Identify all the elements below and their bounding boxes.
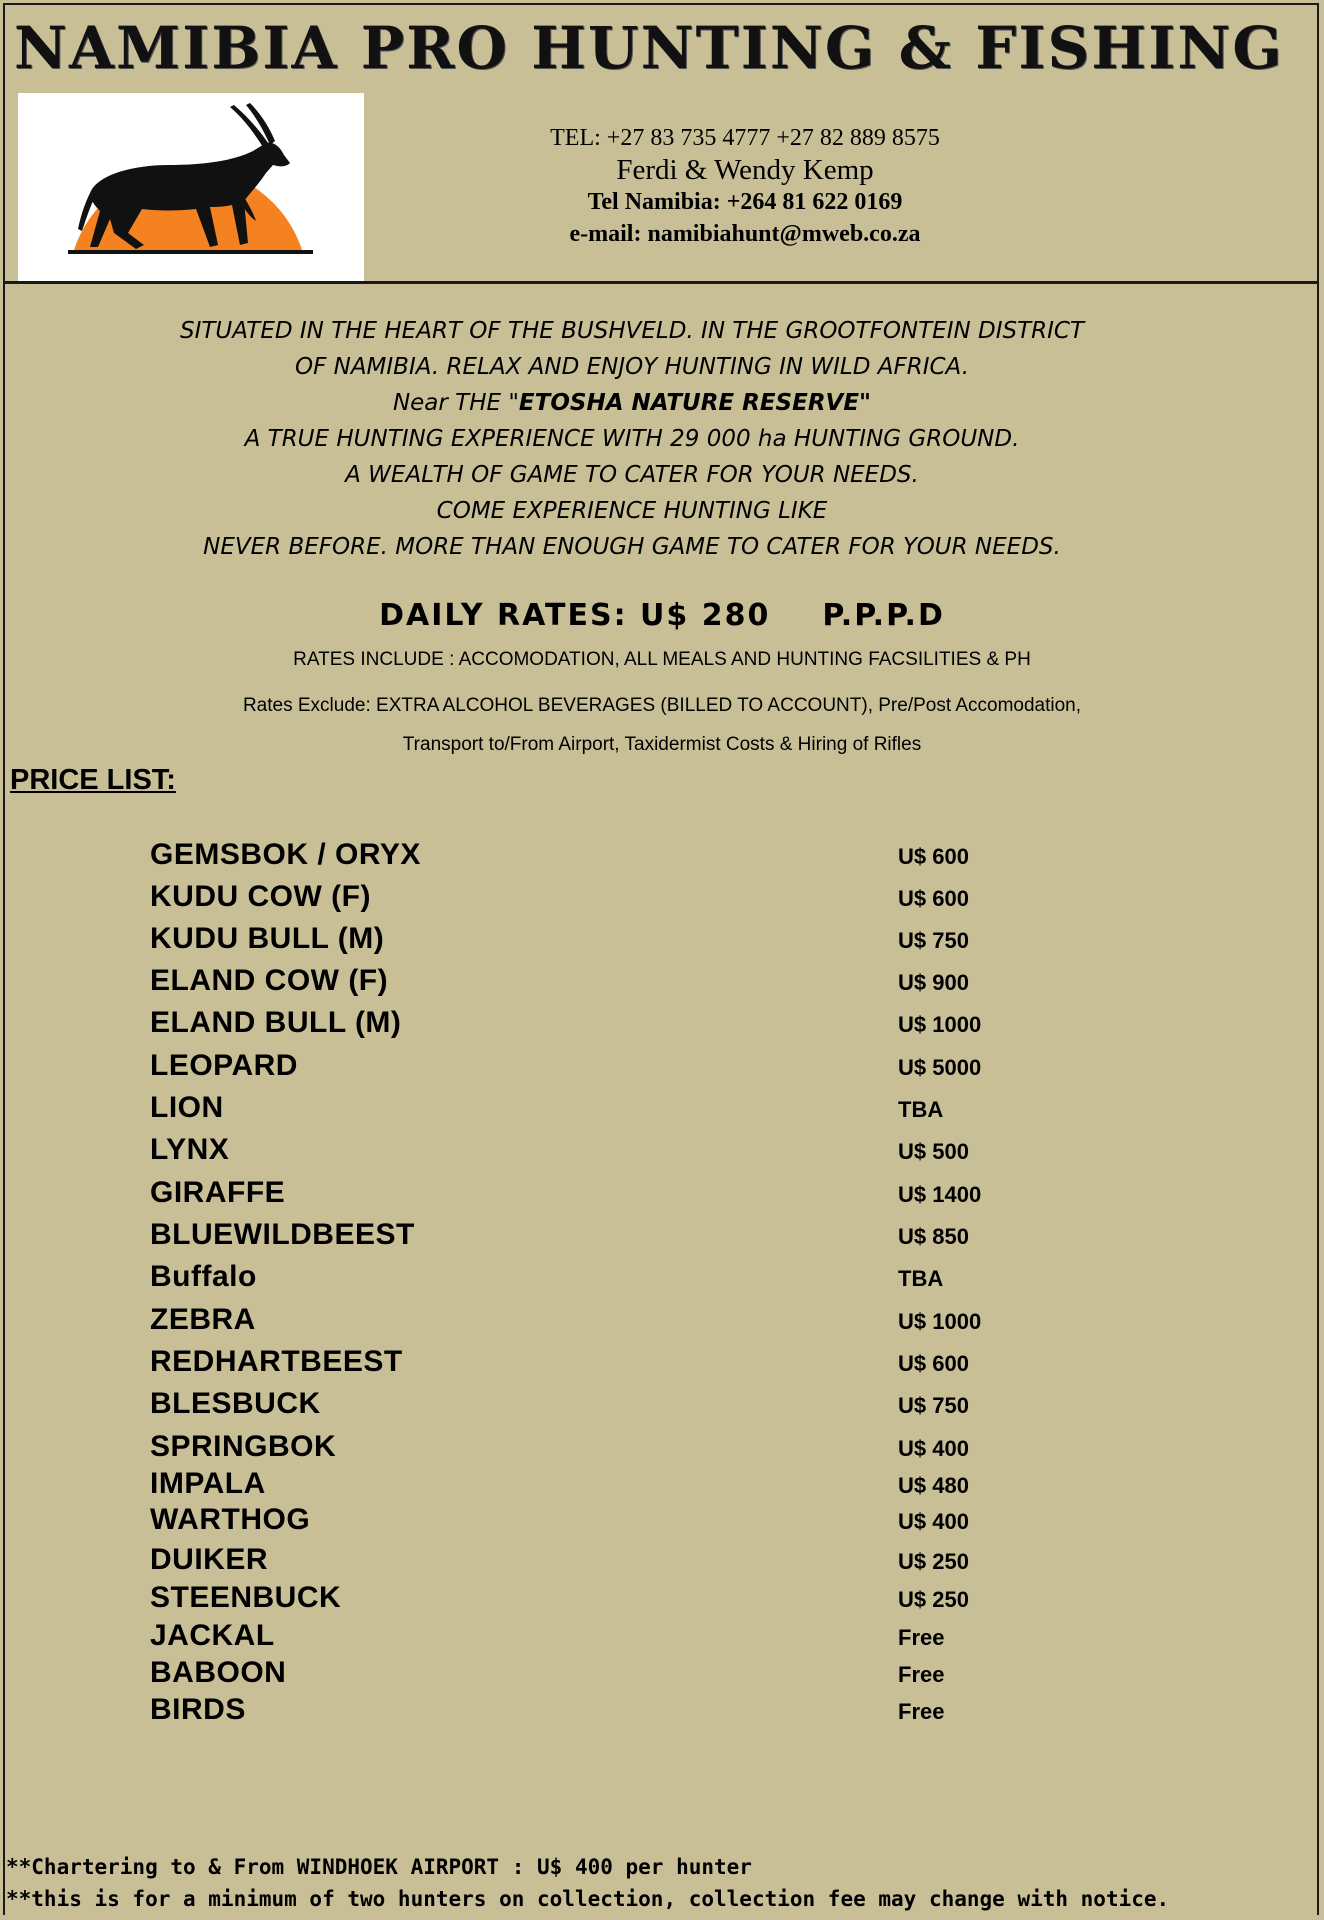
intro-line: COME EXPERIENCE HUNTING LIKE (436, 498, 828, 524)
price-row (0, 1218, 1324, 1258)
game-price: Free (898, 1699, 945, 1724)
rates-include: RATES INCLUDE : ACCOMODATION, ALL MEALS AND HUNTING FACSILITIES & PH (293, 649, 1031, 670)
price-row (0, 880, 1324, 920)
price-row (0, 964, 1324, 1004)
game-name: ZEBRA (150, 1303, 256, 1336)
daily-rate-unit: P.P.P.D (822, 598, 945, 633)
game-price: U$ 1000 (898, 1309, 982, 1334)
etosha-highlight: ETOSHA NATURE RESERVE" (518, 390, 872, 416)
price-row (0, 1430, 1324, 1470)
game-price: U$ 900 (898, 970, 969, 995)
game-price: U$ 750 (898, 1393, 969, 1418)
price-row (0, 838, 1324, 878)
price-row (0, 1619, 1324, 1659)
intro-line: A WEALTH OF GAME TO CATER FOR YOUR NEEDS. (345, 462, 919, 488)
price-list-title: PRICE LIST: (10, 764, 176, 796)
game-name: STEENBUCK (150, 1581, 342, 1614)
intro-line: NEVER BEFORE. MORE THAN ENOUGH GAME TO CATER FOR YOUR NEEDS. (203, 534, 1061, 560)
daily-rate-label: DAILY RATES: U$ 280 (379, 598, 771, 633)
price-row (0, 1260, 1324, 1300)
game-price: U$ 600 (898, 844, 969, 869)
footer-charter-note: **Chartering to & From WINDHOEK AIRPORT : U$ 400 per hunter (6, 1855, 752, 1879)
rates-exclude-line1: Rates Exclude: EXTRA ALCOHOL BEVERAGES (BILLED TO ACCOUNT), Pre/Post Accomodation, (242, 695, 1082, 716)
price-row (0, 1091, 1324, 1131)
price-row (0, 1467, 1324, 1507)
contact-tel-namibia: Tel Namibia: +264 81 622 0169 (587, 189, 903, 215)
price-row (0, 1693, 1324, 1733)
eland-sunset-logo-icon (18, 93, 364, 281)
price-row (0, 1133, 1324, 1173)
game-name: SPRINGBOK (150, 1430, 337, 1463)
intro-line-prefix: Near THE " (392, 390, 519, 416)
game-name: Buffalo (150, 1260, 257, 1293)
game-name: LEOPARD (150, 1049, 298, 1082)
price-row (0, 1176, 1324, 1216)
price-row (0, 1006, 1324, 1046)
game-name: BIRDS (150, 1693, 246, 1726)
game-price: Free (898, 1662, 945, 1687)
game-price: TBA (898, 1266, 944, 1291)
price-row (0, 1387, 1324, 1427)
game-name: LYNX (150, 1133, 230, 1166)
header-divider (5, 281, 1319, 284)
ground-line (68, 250, 313, 254)
rates-exclude-line2: Transport to/From Airport, Taxidermist Costs & Hiring of Rifles (402, 734, 922, 755)
game-price: U$ 5000 (898, 1055, 982, 1080)
game-name: JACKAL (150, 1619, 275, 1652)
game-name: GEMSBOK / ORYX (150, 838, 421, 871)
footer-minimum-note: **this is for a minimum of two hunters on collection, collection fee may change with notice. (6, 1887, 1170, 1911)
price-row (0, 1049, 1324, 1089)
game-price: U$ 850 (898, 1224, 969, 1249)
intro-line: OF NAMIBIA. RELAX AND ENJOY HUNTING IN WILD AFRICA. (294, 354, 970, 380)
price-row (0, 1303, 1324, 1343)
game-price: TBA (898, 1097, 944, 1122)
game-name: LION (150, 1091, 224, 1124)
game-price: U$ 750 (898, 928, 969, 953)
intro-line (20, 385, 1244, 421)
daily-rates (0, 598, 1324, 633)
price-row (0, 922, 1324, 962)
contact-block (440, 122, 1050, 250)
intro-text (20, 313, 1244, 565)
game-name: GIRAFFE (150, 1176, 286, 1209)
game-name: ELAND COW (F) (150, 964, 389, 997)
price-row (0, 1656, 1324, 1696)
game-price: U$ 400 (898, 1509, 969, 1534)
game-price: U$ 480 (898, 1473, 969, 1498)
game-name: BLUEWILDBEEST (150, 1218, 415, 1251)
game-name: REDHARTBEEST (150, 1345, 403, 1378)
game-price: U$ 600 (898, 886, 969, 911)
game-name: BLESBUCK (150, 1387, 321, 1420)
page-title: NAMIBIA PRO HUNTING & FISHING (14, 14, 1284, 82)
intro-line: A TRUE HUNTING EXPERIENCE WITH 29 000 ha HUNTING GROUND. (244, 426, 1020, 452)
logo (18, 93, 364, 281)
game-price: U$ 1400 (898, 1182, 982, 1207)
contact-names: Ferdi & Wendy Kemp (616, 154, 874, 186)
price-row (0, 1345, 1324, 1385)
game-price: Free (898, 1625, 945, 1650)
game-name: KUDU BULL (M) (150, 922, 385, 955)
price-row (0, 1581, 1324, 1621)
game-price: U$ 250 (898, 1587, 969, 1612)
game-name: WARTHOG (150, 1503, 311, 1536)
price-row (0, 1543, 1324, 1583)
intro-line: SITUATED IN THE HEART OF THE BUSHVELD. IN THE GROOTFONTEIN DISTRICT (179, 318, 1085, 344)
game-price: U$ 500 (898, 1139, 969, 1164)
game-name: ELAND BULL (M) (150, 1006, 402, 1039)
game-price: U$ 1000 (898, 1012, 982, 1037)
game-name: KUDU COW (F) (150, 880, 371, 913)
game-price: U$ 250 (898, 1549, 969, 1574)
game-name: BABOON (150, 1656, 287, 1689)
contact-email[interactable]: e-mail: namibiahunt@mweb.co.za (569, 221, 921, 247)
contact-tel: TEL: +27 83 735 4777 +27 82 889 8575 (550, 125, 940, 151)
game-price: U$ 600 (898, 1351, 969, 1376)
game-name: DUIKER (150, 1543, 269, 1576)
price-row (0, 1503, 1324, 1543)
game-price: U$ 400 (898, 1436, 969, 1461)
game-name: IMPALA (150, 1467, 266, 1500)
